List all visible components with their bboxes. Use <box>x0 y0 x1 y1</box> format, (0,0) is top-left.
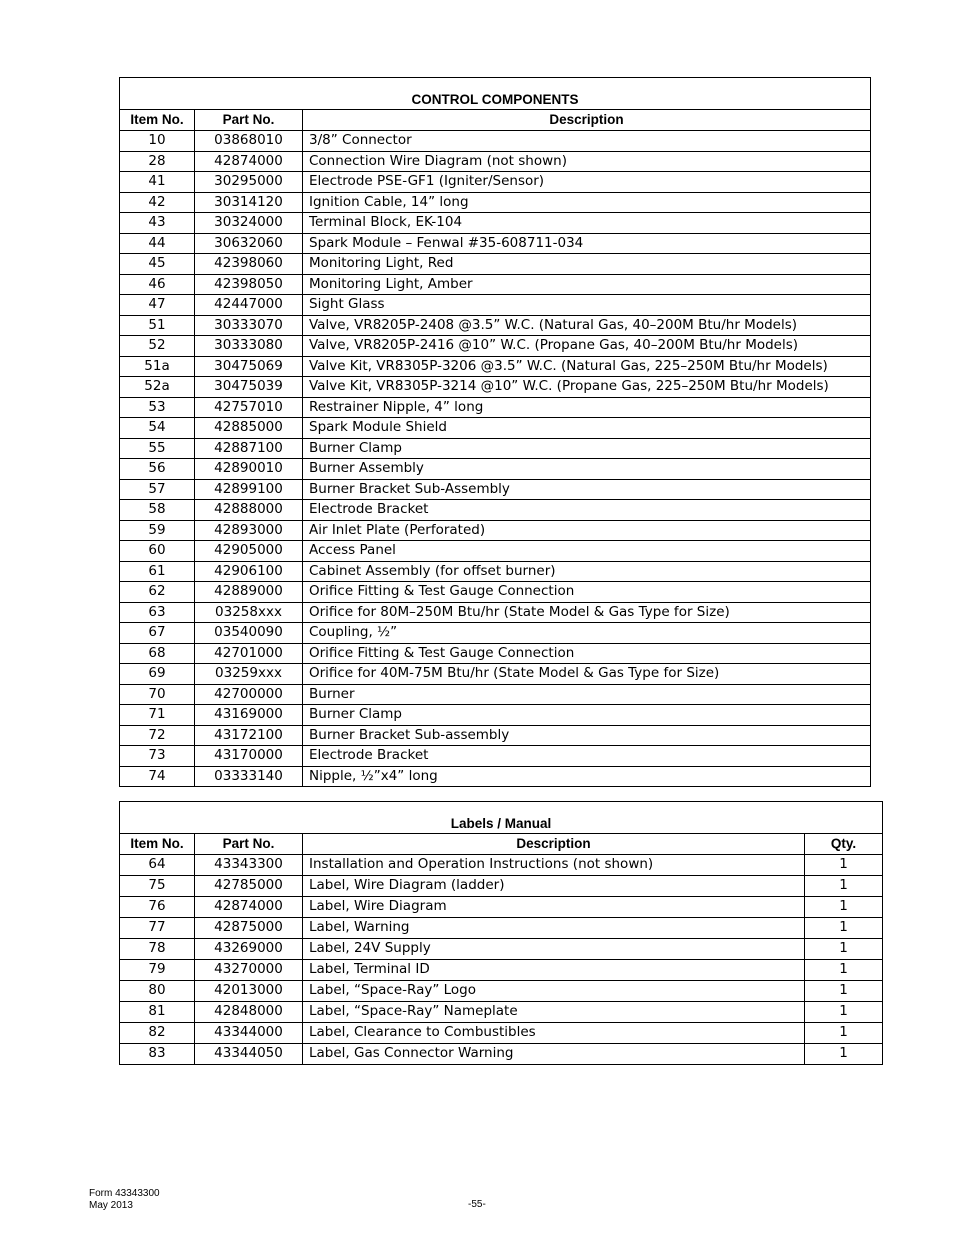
description-cell: Label, Clearance to Combustibles <box>303 1023 805 1044</box>
control-components-title: CONTROL COMPONENTS <box>120 78 871 110</box>
table-row <box>120 438 871 459</box>
qty-cell: 1 <box>805 876 883 897</box>
item-no-cell: 43 <box>120 213 195 234</box>
description-cell: Coupling, ½” <box>303 623 871 644</box>
table-row <box>120 960 883 981</box>
description-cell: Installation and Operation Instructions (not shown) <box>303 855 805 876</box>
part-no-cell: 30632060 <box>195 233 303 254</box>
labels-manual-table <box>119 801 883 1065</box>
table-row <box>120 500 871 521</box>
table-row <box>120 274 871 295</box>
item-no-cell: 58 <box>120 500 195 521</box>
table-row <box>120 336 871 357</box>
table-row <box>120 172 871 193</box>
qty-cell: 1 <box>805 855 883 876</box>
item-no-cell: 81 <box>120 1002 195 1023</box>
qty-cell: 1 <box>805 1002 883 1023</box>
part-no-cell: 30324000 <box>195 213 303 234</box>
part-no-cell: 03540090 <box>195 623 303 644</box>
description-cell: Restrainer Nipple, 4” long <box>303 397 871 418</box>
part-no-cell: 42885000 <box>195 418 303 439</box>
header-description: Description <box>303 110 871 131</box>
part-no-cell: 30333070 <box>195 315 303 336</box>
item-no-cell: 59 <box>120 520 195 541</box>
table-row <box>120 623 871 644</box>
description-cell: Orifice Fitting & Test Gauge Connection <box>303 643 871 664</box>
footer-form-info <box>89 1188 160 1211</box>
qty-cell: 1 <box>805 960 883 981</box>
description-cell: Electrode PSE-GF1 (Igniter/Sensor) <box>303 172 871 193</box>
item-no-cell: 79 <box>120 960 195 981</box>
part-no-cell: 30295000 <box>195 172 303 193</box>
description-cell: Cabinet Assembly (for offset burner) <box>303 561 871 582</box>
labels-manual-title: Labels / Manual <box>120 802 883 834</box>
item-no-cell: 54 <box>120 418 195 439</box>
part-no-cell: 42013000 <box>195 981 303 1002</box>
part-no-cell: 30475039 <box>195 377 303 398</box>
item-no-cell: 42 <box>120 192 195 213</box>
description-cell: Air Inlet Plate (Perforated) <box>303 520 871 541</box>
footer-form-number: Form 43343300 <box>89 1188 160 1199</box>
part-no-cell: 42447000 <box>195 295 303 316</box>
part-no-cell: 42905000 <box>195 541 303 562</box>
part-no-cell: 42887100 <box>195 438 303 459</box>
table-row <box>120 643 871 664</box>
header-part-no: Part No. <box>195 110 303 131</box>
part-no-cell: 30475069 <box>195 356 303 377</box>
part-no-cell: 43270000 <box>195 960 303 981</box>
table-row <box>120 459 871 480</box>
description-cell: Ignition Cable, 14” long <box>303 192 871 213</box>
description-cell: Burner Bracket Sub-Assembly <box>303 479 871 500</box>
description-cell: Valve, VR8205P-2408 @3.5” W.C. (Natural Gas, 40–200M Btu/hr Models) <box>303 315 871 336</box>
table-row <box>120 981 883 1002</box>
header-item-no: Item No. <box>120 834 195 855</box>
table-row <box>120 725 871 746</box>
part-no-cell: 42875000 <box>195 918 303 939</box>
part-no-cell: 42889000 <box>195 582 303 603</box>
description-cell: Burner Clamp <box>303 705 871 726</box>
qty-cell: 1 <box>805 897 883 918</box>
description-cell: Electrode Bracket <box>303 500 871 521</box>
description-cell: Label, “Space-Ray” Nameplate <box>303 1002 805 1023</box>
part-no-cell: 43344050 <box>195 1044 303 1065</box>
item-no-cell: 74 <box>120 766 195 787</box>
table-row <box>120 918 883 939</box>
table-row <box>120 213 871 234</box>
item-no-cell: 60 <box>120 541 195 562</box>
header-description: Description <box>303 834 805 855</box>
table-row <box>120 541 871 562</box>
item-no-cell: 52 <box>120 336 195 357</box>
description-cell: Orifice for 40M-75M Btu/hr (State Model & Gas Type for Size) <box>303 664 871 685</box>
item-no-cell: 44 <box>120 233 195 254</box>
item-no-cell: 68 <box>120 643 195 664</box>
item-no-cell: 56 <box>120 459 195 480</box>
item-no-cell: 70 <box>120 684 195 705</box>
part-no-cell: 43269000 <box>195 939 303 960</box>
qty-cell: 1 <box>805 939 883 960</box>
item-no-cell: 83 <box>120 1044 195 1065</box>
item-no-cell: 51 <box>120 315 195 336</box>
item-no-cell: 67 <box>120 623 195 644</box>
header-item-no: Item No. <box>120 110 195 131</box>
part-no-cell: 42700000 <box>195 684 303 705</box>
description-cell: Electrode Bracket <box>303 746 871 767</box>
item-no-cell: 53 <box>120 397 195 418</box>
table-row <box>120 233 871 254</box>
part-no-cell: 42398050 <box>195 274 303 295</box>
footer-date: May 2013 <box>89 1199 133 1211</box>
item-no-cell: 62 <box>120 582 195 603</box>
table-row <box>120 418 871 439</box>
control-components-table <box>119 77 871 787</box>
item-no-cell: 51a <box>120 356 195 377</box>
description-cell: Valve, VR8205P-2416 @10” W.C. (Propane Gas, 40–200M Btu/hr Models) <box>303 336 871 357</box>
table-row <box>120 295 871 316</box>
table-row <box>120 705 871 726</box>
item-no-cell: 47 <box>120 295 195 316</box>
table-row <box>120 897 883 918</box>
page-number: -55- <box>468 1199 486 1210</box>
item-no-cell: 78 <box>120 939 195 960</box>
table-row <box>120 520 871 541</box>
table-row <box>120 766 871 787</box>
item-no-cell: 82 <box>120 1023 195 1044</box>
description-cell: Spark Module Shield <box>303 418 871 439</box>
description-cell: Label, “Space-Ray” Logo <box>303 981 805 1002</box>
item-no-cell: 63 <box>120 602 195 623</box>
description-cell: Burner Bracket Sub-assembly <box>303 725 871 746</box>
table-row <box>120 377 871 398</box>
qty-cell: 1 <box>805 1044 883 1065</box>
description-cell: Connection Wire Diagram (not shown) <box>303 151 871 172</box>
table-row <box>120 397 871 418</box>
item-no-cell: 45 <box>120 254 195 275</box>
table-row <box>120 1044 883 1065</box>
description-cell: Orifice for 80M–250M Btu/hr (State Model & Gas Type for Size) <box>303 602 871 623</box>
part-no-cell: 42893000 <box>195 520 303 541</box>
part-no-cell: 43169000 <box>195 705 303 726</box>
part-no-cell: 03259xxx <box>195 664 303 685</box>
description-cell: Valve Kit, VR8305P-3206 @3.5” W.C. (Natural Gas, 225–250M Btu/hr Models) <box>303 356 871 377</box>
table-row <box>120 356 871 377</box>
item-no-cell: 46 <box>120 274 195 295</box>
part-no-cell: 42906100 <box>195 561 303 582</box>
header-part-no: Part No. <box>195 834 303 855</box>
part-no-cell: 43344000 <box>195 1023 303 1044</box>
header-qty: Qty. <box>805 834 883 855</box>
description-cell: Spark Module – Fenwal #35-608711-034 <box>303 233 871 254</box>
item-no-cell: 52a <box>120 377 195 398</box>
table-row <box>120 192 871 213</box>
part-no-cell: 42899100 <box>195 479 303 500</box>
table-row <box>120 876 883 897</box>
description-cell: Label, Warning <box>303 918 805 939</box>
table-row <box>120 746 871 767</box>
qty-cell: 1 <box>805 918 883 939</box>
description-cell: 3/8” Connector <box>303 131 871 152</box>
item-no-cell: 41 <box>120 172 195 193</box>
part-no-cell: 03333140 <box>195 766 303 787</box>
description-cell: Nipple, ½”x4” long <box>303 766 871 787</box>
description-cell: Valve Kit, VR8305P-3214 @10” W.C. (Propane Gas, 225–250M Btu/hr Models) <box>303 377 871 398</box>
table-row <box>120 582 871 603</box>
item-no-cell: 64 <box>120 855 195 876</box>
part-no-cell: 43343300 <box>195 855 303 876</box>
part-no-cell: 42874000 <box>195 897 303 918</box>
part-no-cell: 42848000 <box>195 1002 303 1023</box>
table-row <box>120 151 871 172</box>
part-no-cell: 43170000 <box>195 746 303 767</box>
description-cell: Label, 24V Supply <box>303 939 805 960</box>
description-cell: Label, Gas Connector Warning <box>303 1044 805 1065</box>
table-row <box>120 602 871 623</box>
table-row <box>120 1023 883 1044</box>
description-cell: Label, Terminal ID <box>303 960 805 981</box>
item-no-cell: 73 <box>120 746 195 767</box>
table-row <box>120 684 871 705</box>
part-no-cell: 42874000 <box>195 151 303 172</box>
description-cell: Burner <box>303 684 871 705</box>
table-row <box>120 855 883 876</box>
table-row <box>120 315 871 336</box>
part-no-cell: 42398060 <box>195 254 303 275</box>
item-no-cell: 72 <box>120 725 195 746</box>
part-no-cell: 30333080 <box>195 336 303 357</box>
item-no-cell: 80 <box>120 981 195 1002</box>
item-no-cell: 69 <box>120 664 195 685</box>
table-row <box>120 939 883 960</box>
part-no-cell: 42890010 <box>195 459 303 480</box>
item-no-cell: 28 <box>120 151 195 172</box>
part-no-cell: 03868010 <box>195 131 303 152</box>
item-no-cell: 10 <box>120 131 195 152</box>
part-no-cell: 30314120 <box>195 192 303 213</box>
description-cell: Monitoring Light, Amber <box>303 274 871 295</box>
part-no-cell: 43172100 <box>195 725 303 746</box>
description-cell: Terminal Block, EK-104 <box>303 213 871 234</box>
part-no-cell: 42888000 <box>195 500 303 521</box>
description-cell: Access Panel <box>303 541 871 562</box>
description-cell: Burner Clamp <box>303 438 871 459</box>
item-no-cell: 57 <box>120 479 195 500</box>
description-cell: Label, Wire Diagram (ladder) <box>303 876 805 897</box>
description-cell: Sight Glass <box>303 295 871 316</box>
table-row <box>120 664 871 685</box>
table-row <box>120 1002 883 1023</box>
table-row <box>120 561 871 582</box>
table-row <box>120 131 871 152</box>
item-no-cell: 75 <box>120 876 195 897</box>
qty-cell: 1 <box>805 1023 883 1044</box>
part-no-cell: 03258xxx <box>195 602 303 623</box>
item-no-cell: 55 <box>120 438 195 459</box>
qty-cell: 1 <box>805 981 883 1002</box>
item-no-cell: 71 <box>120 705 195 726</box>
description-cell: Label, Wire Diagram <box>303 897 805 918</box>
part-no-cell: 42757010 <box>195 397 303 418</box>
description-cell: Orifice Fitting & Test Gauge Connection <box>303 582 871 603</box>
part-no-cell: 42785000 <box>195 876 303 897</box>
table-row <box>120 479 871 500</box>
table-row <box>120 254 871 275</box>
item-no-cell: 77 <box>120 918 195 939</box>
item-no-cell: 76 <box>120 897 195 918</box>
description-cell: Burner Assembly <box>303 459 871 480</box>
description-cell: Monitoring Light, Red <box>303 254 871 275</box>
part-no-cell: 42701000 <box>195 643 303 664</box>
item-no-cell: 61 <box>120 561 195 582</box>
